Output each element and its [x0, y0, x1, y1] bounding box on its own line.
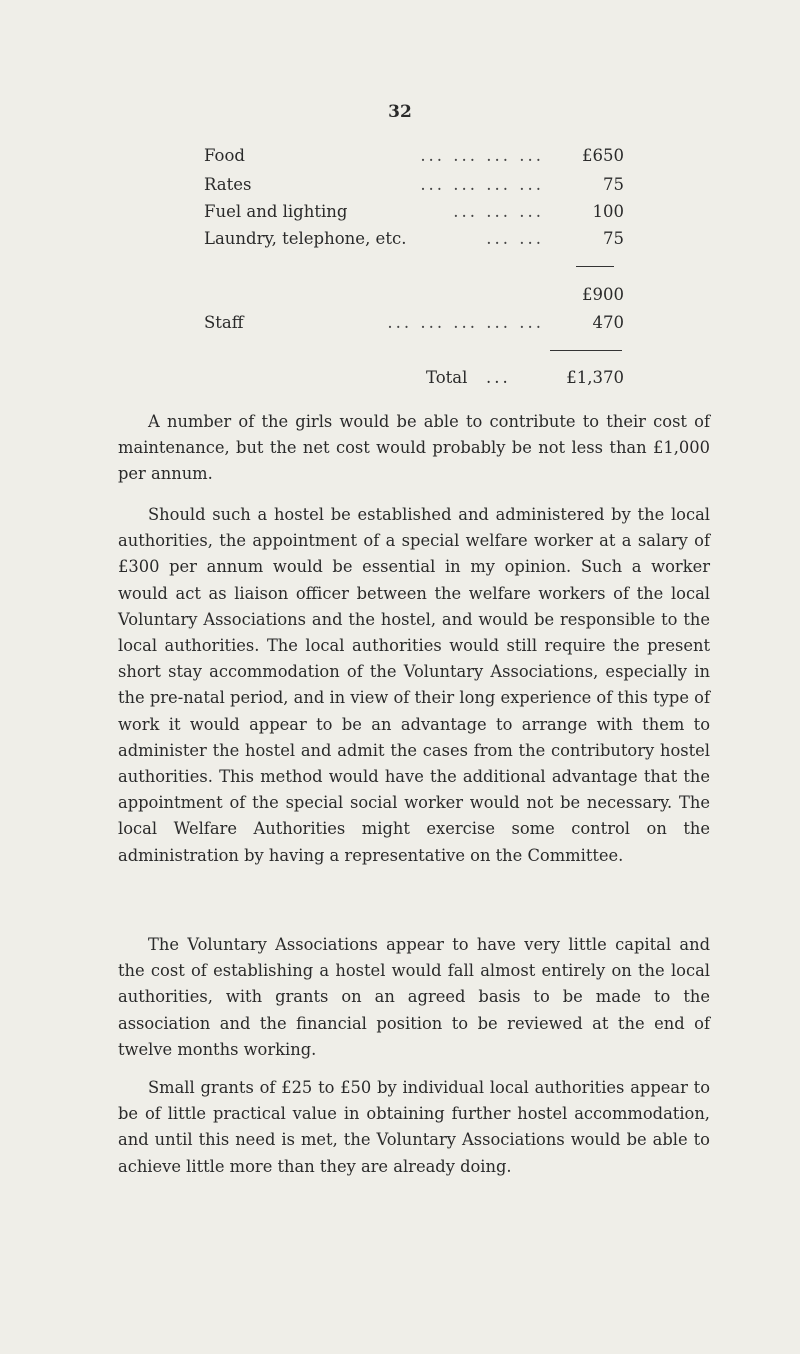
row-amount: £650	[582, 146, 624, 165]
row-label: Food	[204, 146, 251, 165]
total-label: Total	[426, 368, 468, 387]
body-paragraph: A number of the girls would be able to contribute to their cost of maintenance, but the net cost would probably be not less than £1,000 per annum.	[118, 412, 710, 484]
total-leader-dots: ...	[486, 368, 511, 387]
page-number: 32	[388, 102, 412, 122]
row-leader-dots: ... ... ...	[453, 202, 544, 221]
row-label: Staff	[204, 313, 250, 332]
row-amount: 75	[603, 175, 624, 194]
row-label: Rates	[204, 175, 258, 194]
row-amount: 470	[592, 313, 624, 332]
total-amount: £1,370	[566, 368, 624, 387]
subtotal-rule	[576, 266, 614, 267]
subtotal-amount: £900	[582, 285, 624, 304]
row-leader-dots: ... ...	[486, 229, 544, 248]
table-row	[204, 146, 624, 170]
row-leader-dots: ... ... ... ...	[420, 175, 544, 194]
row-label: Laundry, telephone, etc.	[204, 229, 412, 248]
row-label: Fuel and lighting	[204, 202, 353, 221]
body-paragraph: Should such a hostel be established and administered by the local authorities, the appointment of a special welfare worker at a salary of £300 per annum would be essential in my opinion. Such a worker would act as liaison officer between the welfare workers of the local Voluntary Associations and the hostel, and would be responsible to the local authorities. The local authorities would still require the present short stay accommodation of the Voluntary Associations, especially in the pre-natal period, and in view of their long experience of this type of work it would appear to be an advantage to arrange with them to administer the hostel and admit the cases from the contributory hostel authorities. This method would have the additional advantage that the appointment of the special social worker would not be necessary. The local Welfare Authorities might exercise some control on the administration by having a representative on the Committee.	[118, 505, 710, 865]
table-row	[204, 202, 624, 226]
row-leader-dots: ... ... ... ...	[420, 146, 544, 165]
total-rule	[550, 350, 622, 351]
staff-row	[204, 313, 624, 337]
body-paragraph: Small grants of £25 to £50 by individual local authorities appear to be of little practical value in obtaining further hostel accommodation, and until this need is met, the Voluntary Associations would be able to achieve little more than they are already doing.	[118, 1078, 710, 1176]
row-amount: 100	[592, 202, 624, 221]
row-leader-dots: ... ... ... ... ...	[387, 313, 544, 332]
table-row	[204, 175, 624, 199]
row-amount: 75	[603, 229, 624, 248]
subtotal-row	[204, 285, 624, 309]
table-row	[204, 229, 624, 253]
body-paragraph: The Voluntary Associations appear to have very little capital and the cost of establishing a hostel would fall almost entirely on the local authorities, with grants on an agreed basis to be made to the association and the financial position to be reviewed at the end of twelve months working.	[118, 935, 710, 1059]
